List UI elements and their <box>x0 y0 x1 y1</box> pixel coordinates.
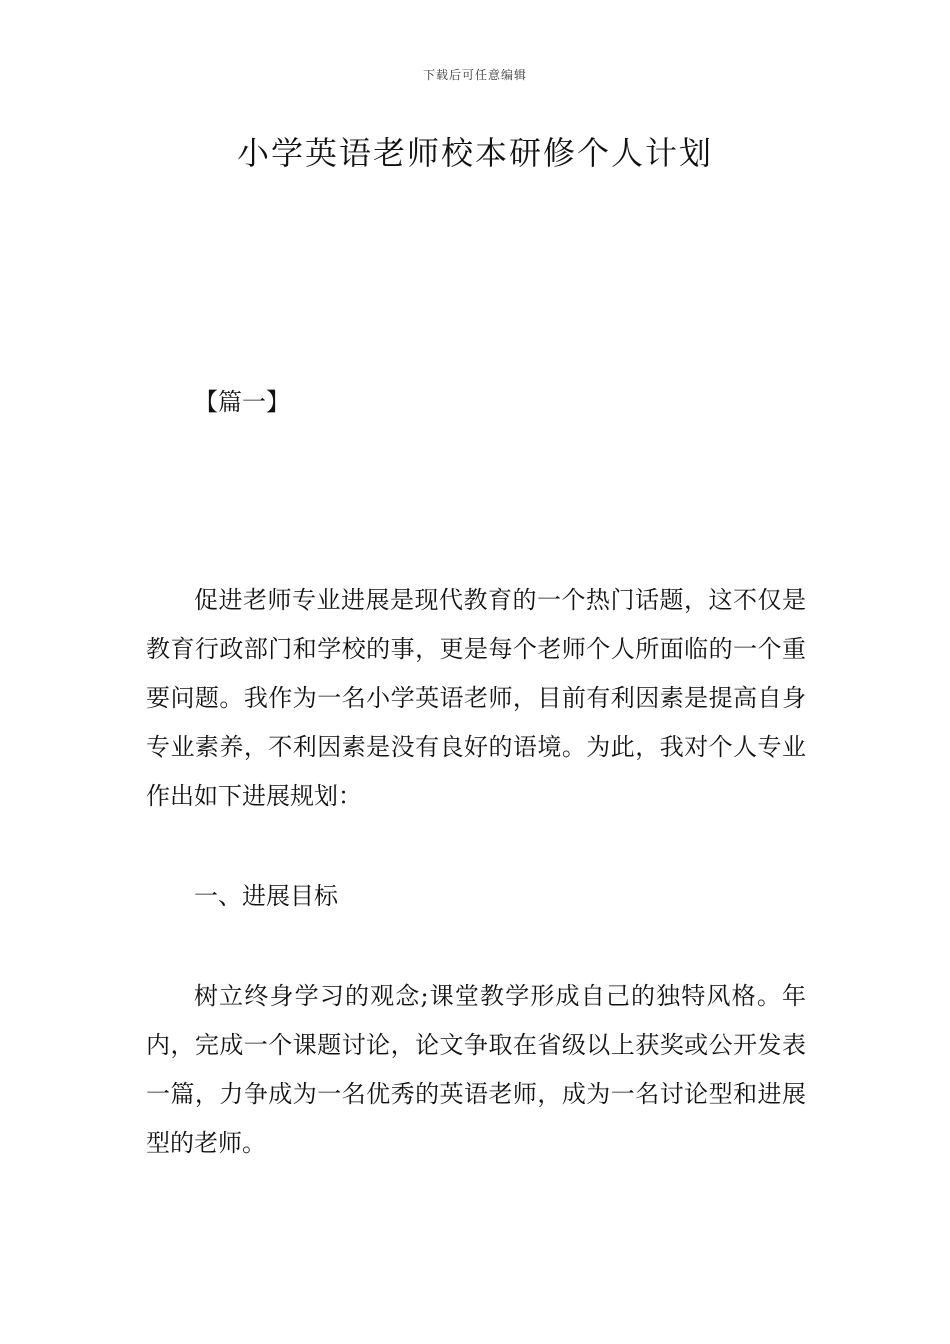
body-paragraph-goals: 树立终身学习的观念;课堂教学形成自己的独特风格。年内，完成一个课题讨论，论文争取在省级以上获奖或公开发表一篇，力争成为一名优秀的英语老师，成为一名讨论型和进展型的老师。 <box>146 982 806 1157</box>
section-label: 【篇一】 <box>194 388 290 416</box>
document-title: 小学英语老师校本研修个人计划 <box>236 134 713 172</box>
body-paragraph-intro: 促进老师专业进展是现代教育的一个热门话题，这不仅是教育行政部门和学校的事，更是每个老师个人所面临的一个重要问题。我作为一名小学英语老师，目前有利因素是提高自身专业素养，不利因素是没有良好的语境。为此，我对个人专业作出如下进展规划： <box>146 586 806 810</box>
header-note: 下载后可任意编辑 <box>422 68 527 82</box>
section-heading-goals: 一、进展目标 <box>194 882 338 910</box>
